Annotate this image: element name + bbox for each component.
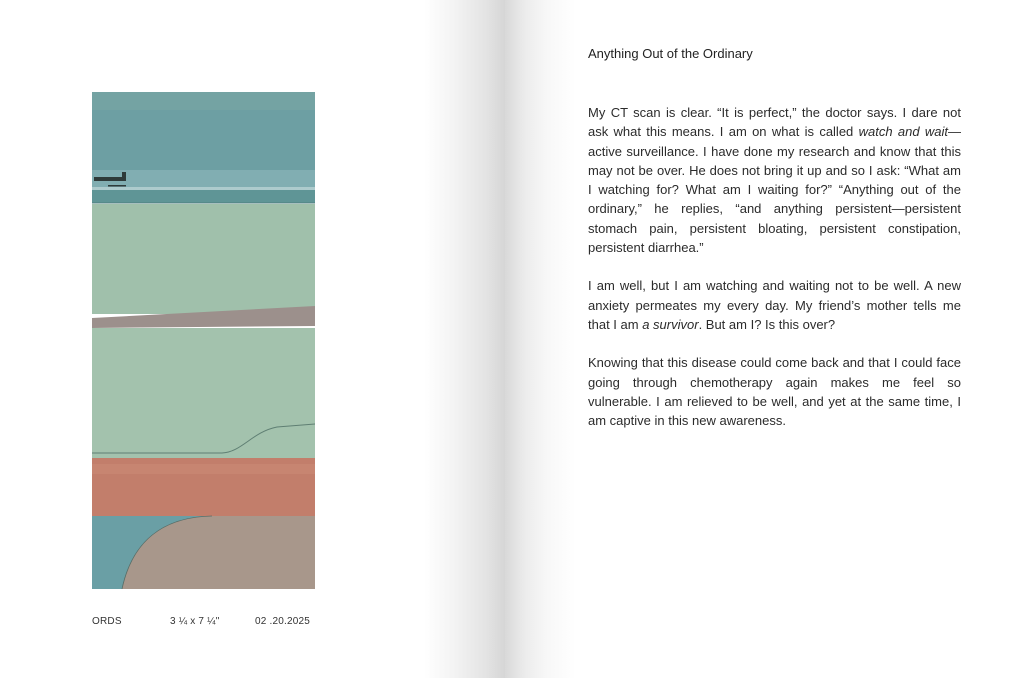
essay-body — [588, 103, 961, 449]
paragraph-2-italic: a survivor — [642, 316, 699, 332]
artwork-dimensions: 3 ¼ x 7 ¼" — [170, 616, 220, 627]
paragraph-1 — [588, 103, 961, 257]
paragraph-2-part-2: . But am I? Is this over? — [698, 316, 836, 332]
paragraph-2 — [588, 276, 961, 334]
paragraph-3: Knowing that this disease could come back and that I could face going through chemotherapy again makes me feel so vulnerable. I am relieved to be well, and yet at the same time, I am captive in this new awareness. — [588, 355, 961, 429]
paragraph-1-part-1: My CT scan is clear. “It is perfect,” the doctor says. I dare not ask what this means. I am on what is called — [588, 105, 961, 140]
painting-band-sage-lower — [92, 328, 315, 458]
essay-heading: Anything Out of the Ordinary — [588, 46, 753, 61]
artwork-title: ORDS — [92, 616, 122, 627]
painting-mark-line — [108, 185, 126, 187]
painting-band-teal-top-shade — [92, 92, 315, 110]
painting-band-teal-strip — [92, 190, 315, 203]
abstract-painting — [92, 92, 315, 589]
paragraph-2-part-1: I am well, but I am watching and waiting not to be well. A new anxiety permeates my every day. My friend’s mother tells me that I am — [588, 278, 961, 332]
paragraph-1-part-2: — active surveillance. I have done my research and know that this may not be over. He does not bring it up and so I ask: “What am I watching for? What am I waiting for?” “Anything out of the ordinary,” he replies, “and anything persistent—persistent stomach pain, persistent bloating, persistent constipation, persistent diarrhea.” — [588, 124, 961, 256]
painting-band-sage-upper — [92, 204, 315, 314]
paragraph-1-italic: watch and wait — [858, 124, 948, 140]
painting-mark-stub — [122, 172, 126, 181]
painting-band-coral-light — [92, 464, 315, 474]
painting-mark — [94, 177, 126, 181]
artwork-date: 02 .20.2025 — [255, 616, 311, 627]
